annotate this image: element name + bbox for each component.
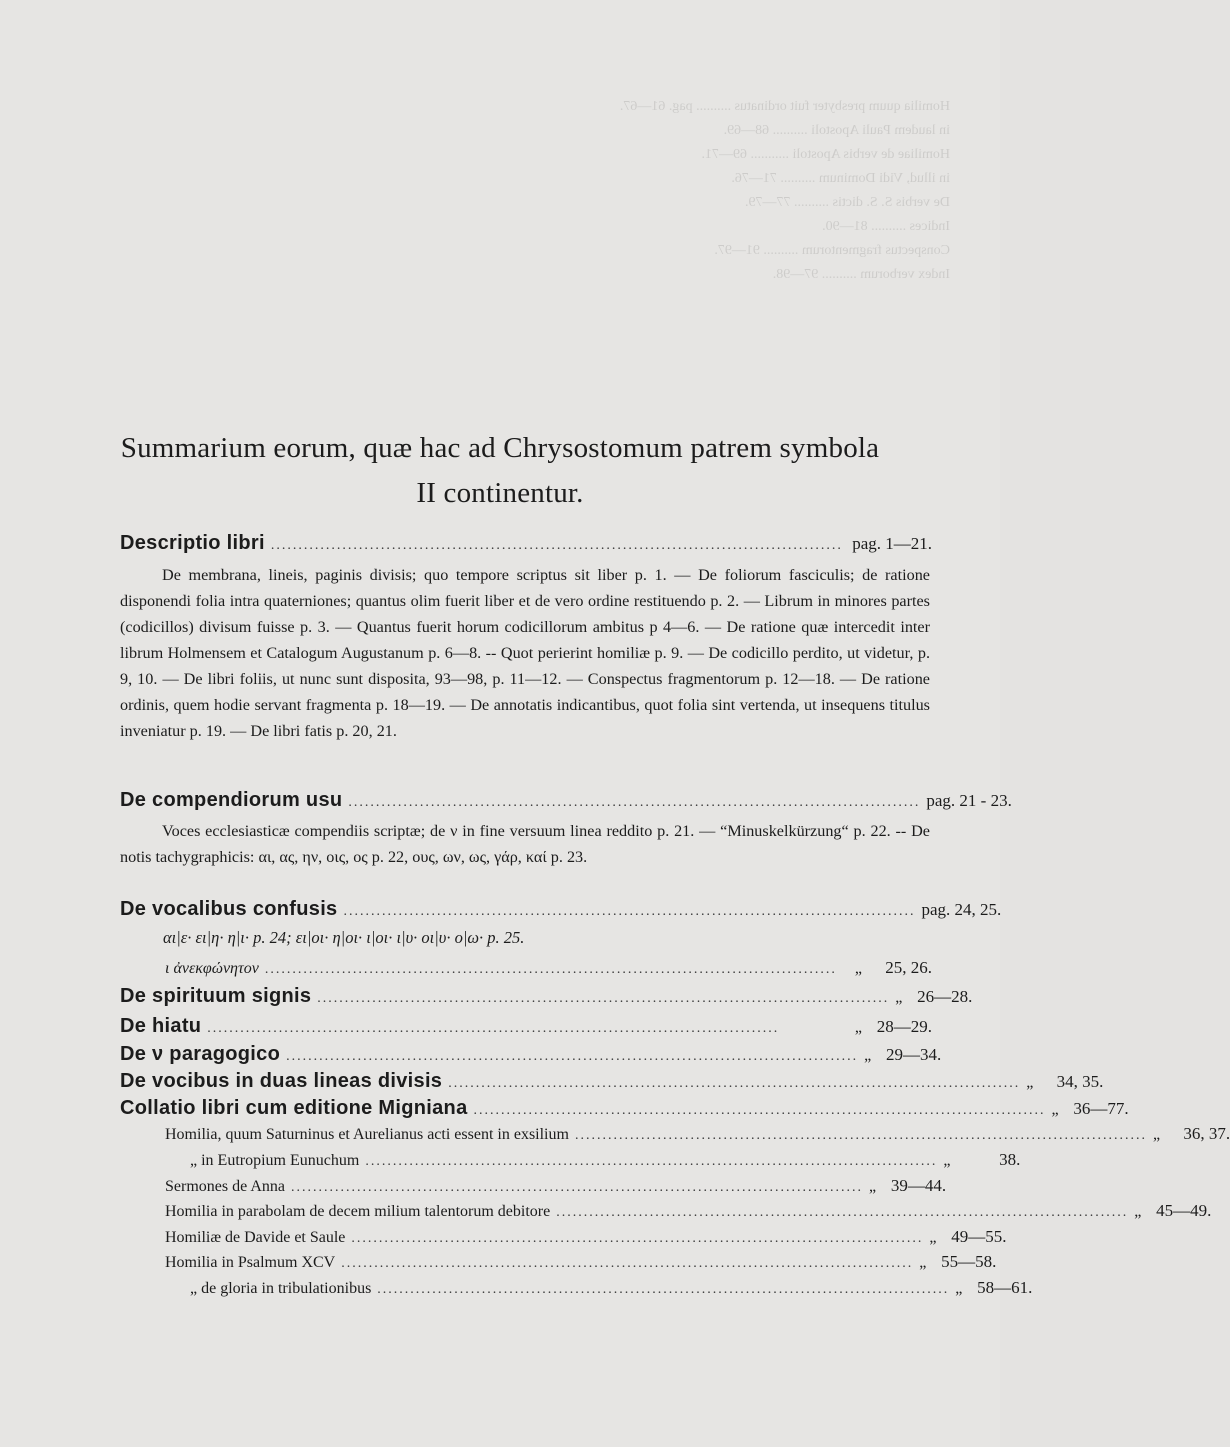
bleed-line: De verbis S. S. dictis .......... 77—79. — [745, 195, 950, 210]
toc-entry-label: ι ἀνεκφώνητον — [165, 960, 259, 977]
toc-entry-pages: 39—44. — [890, 1176, 947, 1195]
leader-dots: ........................................................................................................ — [448, 1076, 1021, 1091]
toc-entry-pages: 49—55. — [951, 1227, 1007, 1246]
toc-entry-label: Sermones de Anna — [165, 1178, 285, 1195]
ditto-mark: „ — [854, 960, 862, 977]
ditto-mark: „ — [1051, 1101, 1059, 1118]
leader-dots: ........................................................................................................ — [574, 1128, 1147, 1143]
toc-entry-label: Homilia in Psalmum XCV — [165, 1254, 336, 1271]
ditto-mark: „ — [864, 1047, 872, 1064]
ditto-mark: „ — [955, 1280, 963, 1297]
toc-entry-pages: 34, 35. — [1056, 1072, 1104, 1091]
toc-entry-label: Homiliæ de Davide et Saule — [165, 1229, 346, 1246]
toc-subentry-parabolam — [165, 1201, 1212, 1221]
toc-entry-compendiorum — [120, 789, 1012, 812]
toc-entry-pages: 38. — [999, 1150, 1021, 1169]
toc-entry-label: „ de gloria in tribulationibus — [190, 1280, 372, 1297]
toc-entry-label: Homilia in parabolam de decem milium talentorum debitore — [165, 1203, 551, 1220]
leader-dots: ........................................................................................................ — [341, 1256, 914, 1271]
ditto-mark: „ — [929, 1229, 937, 1246]
bleed-line: Conspectus fragmentorum .......... 91—97. — [714, 243, 950, 258]
toc-entry-pages: 36, 37. — [1183, 1124, 1230, 1143]
toc-subentry-psalmum — [165, 1252, 997, 1272]
toc-entry-label: Homilia, quum Saturninus et Aurelianus acti essent in exsilium — [165, 1126, 569, 1143]
leader-dots: ........................................................................................................ — [365, 1154, 938, 1169]
leader-dots: ........................................................................................................ — [317, 991, 890, 1006]
toc-entry-label: Collatio libri cum editione Migniana — [120, 1097, 468, 1119]
compendiorum-summary — [120, 818, 930, 870]
leader-dots: ........................................................................................................ — [286, 1049, 859, 1064]
toc-subentry-anna — [165, 1176, 947, 1196]
leader-dots: ........................................................................................................ — [207, 1021, 780, 1036]
toc-entry-label: De vocalibus confusis — [120, 898, 338, 920]
ditto-mark: „ — [1026, 1074, 1034, 1091]
leader-dots: ........................................................................................................ — [264, 962, 837, 977]
leader-dots: ........................................................................................................ — [290, 1180, 863, 1195]
page-title-line-2: II continentur. — [416, 477, 584, 509]
toc-subentry-eutropium — [190, 1150, 1021, 1170]
toc-subentry-davide — [165, 1227, 1007, 1247]
toc-entry-pages: pag. 1—21. — [852, 534, 932, 553]
bleed-line: Indices .......... 81—90. — [822, 219, 950, 234]
toc-entry-label: De hiatu — [120, 1015, 202, 1037]
toc-entry-pages: 58—61. — [977, 1278, 1033, 1297]
ditto-mark: „ — [919, 1254, 927, 1271]
toc-entry-pages: 26—28. — [917, 987, 973, 1006]
toc-entry-pages: 28—29. — [876, 1017, 932, 1036]
leader-dots: ........................................................................................................ — [270, 538, 843, 553]
descriptio-text: De membrana, lineis, paginis divisis; quo tempore scriptus sit liber p. 1. — De foliorum fasciculis; de ratione disponendi folia intra quaterniones; quantus olim fuerit liber et de vero ordine restituendo p. 2. — Librum in minores partes (codicillos) divisum fuisse p. 3. — Quantus fuerit horum codicillorum ambitus p 4—6. — De ratione quæ intercedit inter librum Holmensem et Catalogum Augustanum p. 6—8. -- Quot perierint homiliæ p. 9. — De codicillo perdito, ut videtur, p. 9, 10. — De libri foliis, ut nunc sunt disposita, 93—98, p. 11—12. — Conspectus fragmentorum p. 12—18. — De ratione ordinis, quem hodie servant fragmenta p. 18—19. — De annotatis indicantibus, quot folia sint vertenda, ut insequens titulus inveniatur p. 19. — De libri fatis p. 20, 21. — [120, 566, 930, 740]
toc-entry-anekphoneton — [165, 958, 932, 978]
toc-entry-label: De compendiorum usu — [120, 789, 343, 811]
toc-entry-pages: pag. 21 - 23. — [926, 791, 1012, 810]
bleed-line: Homilia quum presbyter fuit ordinatus .......... pag. 61—67. — [619, 99, 950, 114]
toc-entry-label: De vocibus in duas lineas divisis — [120, 1070, 443, 1092]
leader-dots: ........................................................................................................ — [556, 1205, 1129, 1220]
ditto-mark: „ — [854, 1019, 862, 1036]
toc-entry-label: De ν paragogico — [120, 1043, 281, 1065]
toc-entry-pages: pag. 24, 25. — [921, 900, 1002, 919]
ditto-mark: „ — [895, 989, 903, 1006]
toc-entry-spirituum — [120, 985, 973, 1008]
toc-entry-collatio — [120, 1097, 1129, 1120]
toc-entry-pages: 25, 26. — [885, 958, 932, 977]
leader-dots: ........................................................................................................ — [473, 1103, 1046, 1118]
bleed-line: in illud, Vidi Dominum .......... 71—76. — [731, 171, 950, 186]
toc-entry-pages: 55—58. — [941, 1252, 997, 1271]
toc-entry-label: Descriptio libri — [120, 532, 265, 554]
toc-entry-descriptio — [120, 532, 932, 555]
ditto-mark: „ — [1134, 1203, 1142, 1220]
ditto-mark: „ — [943, 1152, 951, 1169]
ditto-mark: „ — [868, 1178, 877, 1195]
ditto-mark: „ — [1152, 1126, 1161, 1143]
toc-entry-label: „ in Eutropium Eunuchum — [190, 1152, 360, 1169]
vocalibus-greek-line: αι|ε· ει|η· η|ι· p. 24; ει|οι· η|οι· ι|οι· ι|υ· οι|υ· ο|ω· p. 25. — [163, 928, 525, 947]
toc-entry-vocalibus — [120, 898, 1002, 921]
toc-subentry-homilia-saturninus — [165, 1124, 1230, 1144]
bleed-line: Index verborum .......... 97—98. — [772, 267, 950, 282]
leader-dots: ........................................................................................................ — [351, 1231, 924, 1246]
leader-dots: ........................................................................................................ — [348, 795, 921, 810]
bleed-line: Homiliae de verbis Apostoli ........... 69—71. — [701, 147, 950, 162]
toc-entry-pages: 45—49. — [1156, 1201, 1212, 1220]
toc-subentry-gloria — [190, 1278, 1033, 1298]
leader-dots: ........................................................................................................ — [377, 1282, 950, 1297]
toc-entry-pages: 36—77. — [1073, 1099, 1129, 1118]
bleed-line: in laudem Pauli Apostoli .......... 68—69. — [723, 123, 950, 138]
toc-entry-pages: 29—34. — [885, 1045, 942, 1064]
page-title-line-1: Summarium eorum, quæ hac ad Chrysostomum patrem symbola — [120, 432, 880, 464]
toc-entry-paragogico — [120, 1043, 942, 1066]
compendiorum-text: Voces ecclesiasticæ compendiis scriptæ; de ν in fine versuum linea reddito p. 21. — “Minuskelkürzung“ p. 22. -- De notis tachygraphicis: αι, ας, ην, οις, ος p. 22, ους, ων, ως, γάρ, καί p. 23. — [120, 822, 930, 866]
bleed-through-text — [270, 95, 950, 425]
descriptio-summary — [120, 562, 930, 744]
leader-dots: ........................................................................................................ — [343, 904, 916, 919]
toc-entry-label: De spirituum signis — [120, 985, 312, 1007]
toc-entry-vocibus — [120, 1070, 1104, 1093]
toc-entry-hiatu — [120, 1015, 932, 1038]
